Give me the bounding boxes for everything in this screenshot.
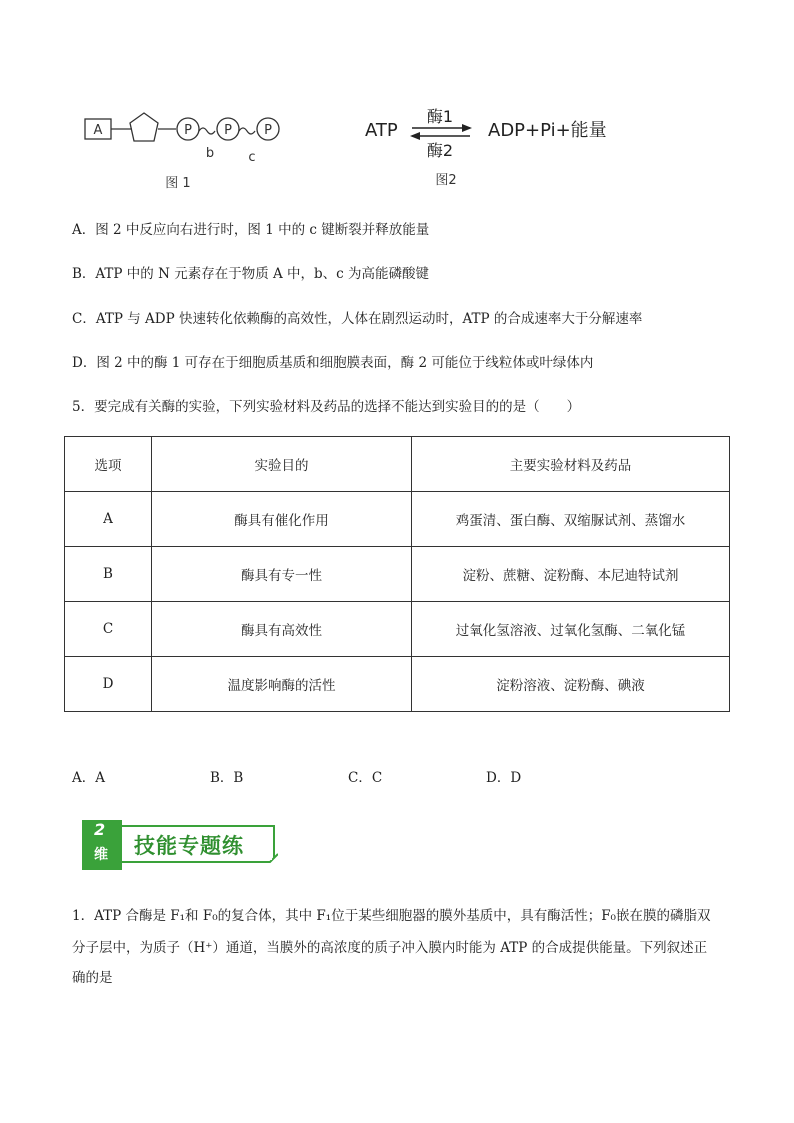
q1-line-1: 1．ATP 合酶是 F₁和 F₀的复合体，其中 F₁位于某些细胞器的膜外基质中，具有酶活性；F₀嵌在膜的磷脂双 [72,908,711,924]
section-title: 技能专题练 [134,834,244,858]
phosphate-label-1: P [184,123,192,138]
figure-2-atp-reaction [360,100,640,192]
q1-line-2: 分子层中，为质子（H⁺）通道，当膜外的高浓度的质子冲入膜内时能为 ATP 的合成提供能量。下列叙述正 [72,940,708,956]
reaction-right: ADP+Pi+能量 [488,120,607,141]
q4-option-a: A．图 2 中反应向右进行时，图 1 中的 c 键断裂并释放能量 [72,222,430,238]
table-cell: A [65,492,152,547]
bond-b-label: b [205,146,215,161]
table-cell: 淀粉、蔗糖、淀粉酶、本尼迪特试剂 [412,547,730,602]
table-cell: 淀粉溶液、淀粉酶、碘液 [412,657,730,712]
figure-1-caption: 图 1 [165,176,191,191]
table-cell: C [65,602,152,657]
table-row [65,492,730,547]
table-cell: 酶具有高效性 [152,602,412,657]
q4-option-c: C．ATP 与 ADP 快速转化依赖酶的高效性，人体在剧烈运动时，ATP 的合成速率大于分解速率 [72,311,643,327]
bond-c-label: c [248,150,256,165]
q4-option-d: D．图 2 中的酶 1 可存在于细胞质基质和细胞膜表面，酶 2 可能位于线粒体或叶绿体内 [72,355,594,371]
ribose-pentagon [130,113,158,141]
phosphate-label-2: P [224,123,232,138]
reaction-left: ATP [365,120,398,141]
table-row [65,547,730,602]
enzyme-1-label: 酶1 [426,107,454,126]
table-cell: 酶具有专一性 [152,547,412,602]
q5-choice-a: A．A [72,770,105,786]
q5-choice-d: D．D [486,770,522,786]
section-header [82,818,278,872]
q5-choice-c: C．C [348,770,383,786]
table-cell: 温度影响酶的活性 [152,657,412,712]
table-cell: 过氧化氢溶液、过氧化氢酶、二氧化锰 [412,602,730,657]
q5-table [64,436,730,712]
q4-option-b: B．ATP 中的 N 元素存在于物质 A 中，b、c 为高能磷酸键 [72,266,430,282]
q5-choice-b: B．B [210,770,244,786]
header-materials: 主要实验材料及药品 [412,437,730,492]
enzyme-2-label: 酶2 [426,141,454,160]
figure-1-atp-structure [80,105,300,195]
header-purpose: 实验目的 [152,437,412,492]
phosphate-label-3: P [264,123,272,138]
table-cell: B [65,547,152,602]
section-badge-char: 维 [94,847,108,863]
table-row [65,657,730,712]
section-badge-number: 2 [94,820,106,839]
q1-line-3: 确的是 [72,970,113,986]
table-cell: 鸡蛋清、蛋白酶、双缩脲试剂、蒸馏水 [412,492,730,547]
figure-2-caption: 图2 [435,173,457,188]
table-header-row [65,437,730,492]
header-option: 选项 [65,437,152,492]
table-cell: 酶具有催化作用 [152,492,412,547]
box-a-label: A [93,123,103,138]
q5-stem: 5．要完成有关酶的实验，下列实验材料及药品的选择不能达到实验目的的是（ ） [72,399,581,415]
table-row [65,602,730,657]
table-cell: D [65,657,152,712]
